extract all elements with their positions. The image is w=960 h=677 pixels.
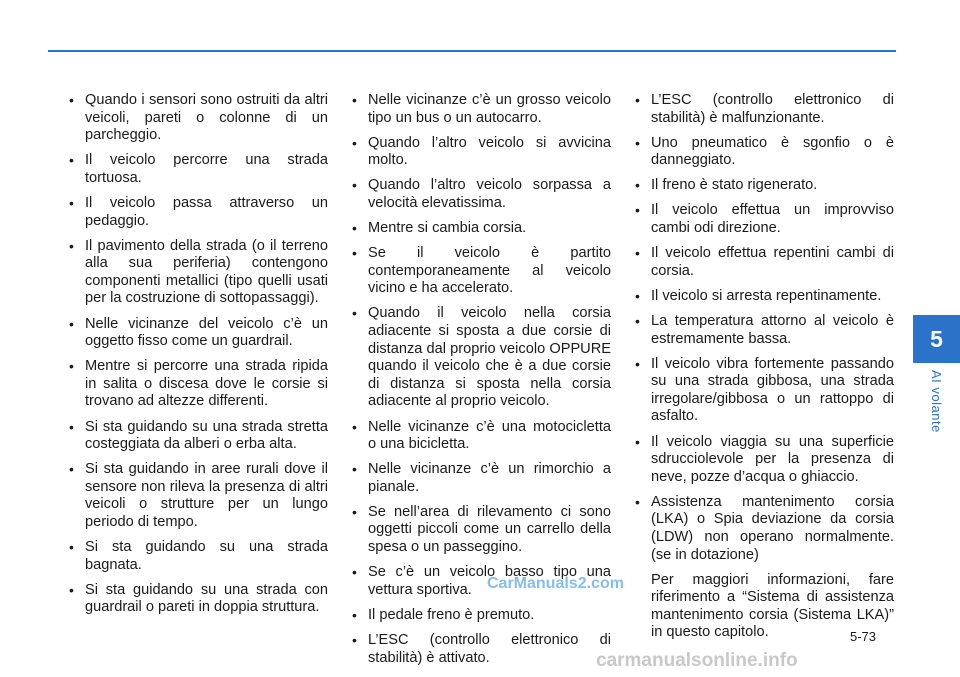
- bullet-icon: •: [69, 581, 74, 598]
- bullet-icon: •: [69, 461, 74, 478]
- bullet-icon: •: [635, 245, 640, 262]
- bullet-icon: •: [69, 92, 74, 108]
- list-item: • Mentre si cambia corsia.: [352, 220, 527, 237]
- bullet-icon: •: [352, 564, 357, 581]
- bullet-icon: •: [352, 220, 357, 237]
- bullet-icon: •: [352, 606, 357, 623]
- list-item: • Il veicolo si arresta repentinamente.: [635, 287, 882, 304]
- list-item: • Si sta guidando su una strada stretta costeggiata da alberi o erba alta.: [69, 418, 328, 453]
- list-item: • Assistenza mantenimento corsia (LKA) o Spia deviazione da corsia (LDW) non operano normalmente. (se in dotazione): [635, 493, 894, 563]
- list-item: • Il veicolo percorre una strada tortuosa.: [69, 152, 328, 186]
- list-item: • Quando l’altro veicolo si avvicina molto.: [352, 134, 611, 169]
- list-item: • Quando i sensori sono ostruiti da altri veicoli, pareti o colonne di un parcheggio.: [69, 92, 328, 144]
- page-number: 5-73: [850, 629, 877, 644]
- bullet-list-3: [632, 92, 894, 564]
- bullet-icon: •: [635, 433, 640, 450]
- bullet-icon: •: [635, 177, 640, 194]
- list-item: • Si sta guidando in aree rurali dove il sensore non rileva la presenza di altri veicoli o strutture per un lungo periodo di tempo.: [69, 461, 328, 530]
- list-item: • Nelle vicinanze c’è un rimorchio a pianale.: [352, 461, 611, 495]
- bullet-icon: •: [635, 312, 640, 329]
- list-item: • Il pedale freno è premuto.: [352, 606, 535, 623]
- column-1: [66, 92, 328, 624]
- bullet-icon: •: [352, 461, 357, 478]
- list-item: • Se c’è un veicolo basso tipo una vettura sportiva.: [352, 564, 611, 598]
- bullet-icon: •: [635, 287, 640, 304]
- list-item: • L’ESC (controllo elettronico di stabilità) è malfunzionante.: [635, 92, 894, 126]
- list-item: • Nelle vicinanze c’è una motocicletta o una bicicletta.: [352, 418, 611, 453]
- bullet-list-1: [66, 92, 328, 617]
- bullet-icon: •: [69, 418, 74, 435]
- bullet-icon: •: [635, 355, 640, 372]
- bullet-icon: •: [352, 418, 357, 435]
- bullet-icon: •: [635, 134, 640, 151]
- bullet-icon: •: [352, 503, 357, 520]
- list-item: • Mentre si percorre una strada ripida in salita o discesa dove le corsie si trovano ad altezze differenti.: [69, 358, 328, 410]
- reference-note: Per maggiori informazioni, fare riferimento a “Sistema di assistenza mantenimento corsia (Sistema LKA)” in questo capitolo.: [651, 571, 894, 641]
- list-item: • Il veicolo effettua repentini cambi di corsia.: [635, 245, 894, 279]
- list-item: • Se nell’area di rilevamento ci sono oggetti piccoli come un carrello della spesa o un passeggino.: [352, 503, 611, 556]
- bullet-icon: •: [352, 92, 357, 108]
- bullet-icon: •: [635, 92, 640, 108]
- bullet-icon: •: [69, 194, 74, 211]
- list-item: • Il veicolo vibra fortemente passando su una strada gibbosa, una strada irregolare/gibbosa o un rattoppo di asfalto.: [635, 355, 894, 425]
- list-item: • Il veicolo passa attraverso un pedaggio.: [69, 194, 328, 229]
- bullet-icon: •: [352, 134, 357, 151]
- watermark-top: CarManuals2.com: [487, 575, 624, 592]
- bullet-icon: •: [352, 631, 357, 648]
- list-item: • Il veicolo effettua un improvviso cambi odi direzione.: [635, 202, 894, 237]
- header-rule: [48, 50, 896, 52]
- column-3: [632, 92, 894, 642]
- list-item: • Quando il veicolo nella corsia adiacente si sposta a due corsie di distanza dal proprio veicolo OPPURE quando il veicolo che è a due corsie di distanza si sposta nella corsia adiacente al proprio veicolo.: [352, 305, 611, 410]
- bullet-icon: •: [69, 315, 74, 332]
- list-item: • Nelle vicinanze del veicolo c’è un oggetto fisso come un guardrail.: [69, 315, 328, 350]
- list-item: • La temperatura attorno al veicolo è estremamente bassa.: [635, 312, 894, 347]
- list-item: • Si sta guidando su una strada bagnata.: [69, 539, 328, 573]
- bullet-icon: •: [635, 202, 640, 219]
- bullet-icon: •: [69, 358, 74, 375]
- list-item: • L’ESC (controllo elettronico di stabilità) è attivato.: [352, 631, 611, 666]
- list-item: • Uno pneumatico è sgonfio o è danneggiato.: [635, 134, 894, 169]
- chapter-tab: 5: [913, 315, 960, 363]
- list-item: • Quando l’altro veicolo sorpassa a velocità elevatissima.: [352, 177, 611, 211]
- list-item: • Nelle vicinanze c’è un grosso veicolo tipo un bus o un autocarro.: [352, 92, 611, 126]
- bullet-icon: •: [352, 305, 357, 322]
- watermark-bottom: carmanualsonline.info: [596, 650, 798, 671]
- list-item: • Il pavimento della strada (o il terreno alla sua periferia) contengono componenti metallici (tipo quelli usati per la costruzione di sottopassaggi).: [69, 237, 328, 307]
- bullet-icon: •: [352, 245, 357, 262]
- list-item: • Se il veicolo è partito contemporaneamente al veicolo vicino e ha accelerato.: [352, 245, 611, 297]
- bullet-icon: •: [69, 539, 74, 556]
- bullet-icon: •: [69, 237, 74, 254]
- bullet-icon: •: [635, 493, 640, 510]
- bullet-icon: •: [352, 177, 357, 194]
- list-item: • Il veicolo viaggia su una superficie sdrucciolevole per la presenza di neve, pozze d’acqua o ghiaccio.: [635, 433, 894, 485]
- list-item: • Si sta guidando su una strada con guardrail o pareti in doppia struttura.: [69, 581, 328, 616]
- chapter-label: AI volante: [929, 370, 944, 433]
- list-item: • Il freno è stato rigenerato.: [635, 177, 818, 194]
- bullet-icon: •: [69, 152, 74, 169]
